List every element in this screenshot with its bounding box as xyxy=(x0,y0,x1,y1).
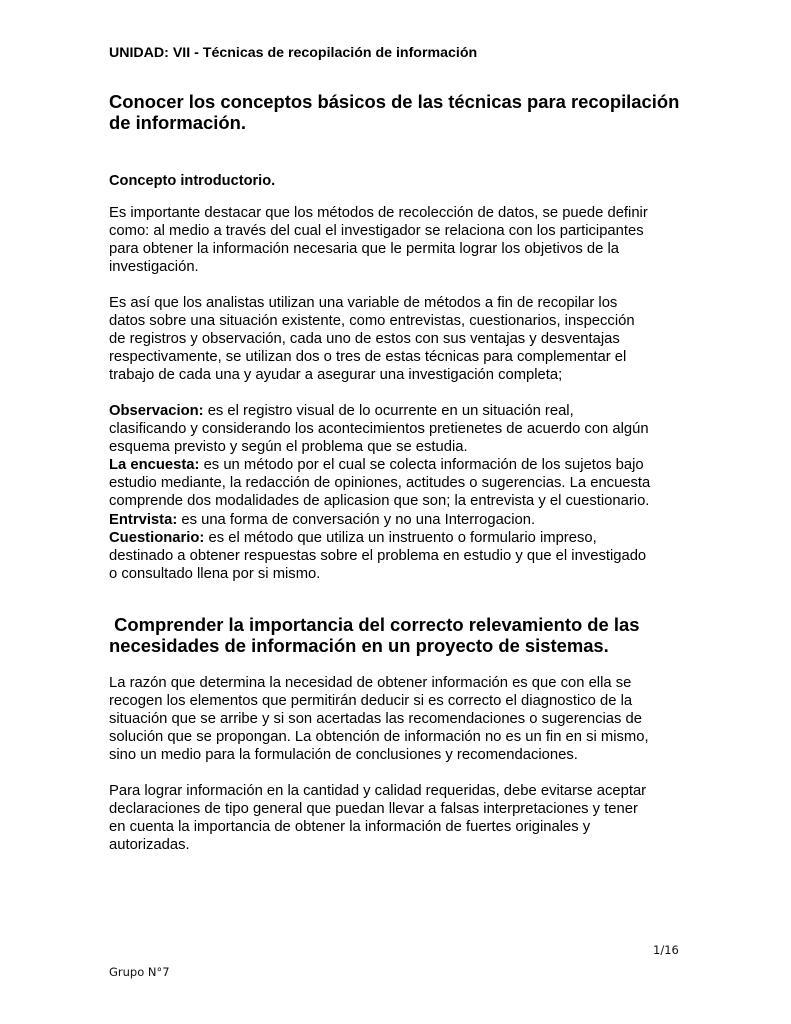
text-line: en cuenta la importancia de obtener la información de fuertes originales y xyxy=(109,819,591,836)
text-line: destinado a obtener respuestas sobre el problema en estudio y que el investigado xyxy=(109,547,647,564)
footer-group-label: Grupo N°7 xyxy=(109,965,170,979)
text-line: autorizadas. xyxy=(109,837,190,854)
text-line: para obtener la información necesaria que le permita lograr los objetivos de la xyxy=(109,241,619,258)
text-line: respectivamente, se utilizan dos o tres de estas técnicas para complementar el xyxy=(109,349,627,366)
text-line: investigación. xyxy=(109,259,199,276)
text-line: solución que se propongan. La obtención de información no es un fin en si mismo, xyxy=(109,729,649,746)
definition-term: Cuestionario: xyxy=(109,529,205,546)
section2-title xyxy=(109,614,639,656)
section1-paragraph-2 xyxy=(109,294,635,384)
section2-title-line: Comprender la importancia del correcto relevamiento de las xyxy=(109,614,640,635)
section1-title-line: de información. xyxy=(109,112,246,133)
definition-encuesta xyxy=(109,456,650,474)
text-line: sino un medio para la formulación de conclusiones y recomendaciones. xyxy=(109,747,578,764)
definition-cuestionario xyxy=(109,529,650,547)
text-line: declaraciones de tipo general que puedan llevar a falsas interpretaciones y tener xyxy=(109,801,638,818)
section2-paragraph-1 xyxy=(109,674,649,764)
text-line: estudio mediante, la redacción de opiniones, actitudes o sugerencias. La encuesta xyxy=(109,475,651,492)
section2-paragraph-2 xyxy=(109,782,646,854)
definition-term: Entrvista: xyxy=(109,511,178,528)
unit-header: UNIDAD: VII - Técnicas de recopilación de información xyxy=(109,45,478,61)
section1-title-line: Conocer los conceptos básicos de las técnicas para recopilación xyxy=(109,91,680,112)
text-line: datos sobre una situación existente, como entrevistas, cuestionarios, inspección xyxy=(109,313,635,330)
definition-text: es el método que utiliza un instruento o formulario impreso, xyxy=(204,529,597,546)
definition-term: La encuesta: xyxy=(109,457,200,474)
definition-observacion xyxy=(109,402,650,420)
definitions-list xyxy=(109,402,650,583)
text-line: Para lograr información en la cantidad y calidad requeridas, debe evitarse aceptar xyxy=(109,783,647,799)
section1-title xyxy=(109,91,679,133)
text-line: o consultado llena por si mismo. xyxy=(109,565,321,582)
section1-subtitle: Concepto introductorio. xyxy=(109,173,276,189)
text-line: Es importante destacar que los métodos de recolección de datos, se puede definir xyxy=(109,205,648,221)
text-line: esquema previsto y según el problema que se estudia. xyxy=(109,439,468,456)
definition-text: es una forma de conversación y no una Interrogacion. xyxy=(177,511,536,528)
text-line: La razón que determina la necesidad de obtener información es que con ella se xyxy=(109,675,632,691)
text-line: clasificando y considerando los acontecimientos pretienetes de acuerdo con algún xyxy=(109,421,649,438)
definition-term: Observacion: xyxy=(109,403,204,419)
text-line: recogen los elementos que permitirán deducir si es correcto el diagnostico de la xyxy=(109,693,633,710)
definition-entrevista xyxy=(109,511,650,529)
definition-text: es el registro visual de lo ocurrente en un situación real, xyxy=(203,403,574,419)
page-number: 1/16 xyxy=(653,943,679,957)
text-line: comprende dos modalidades de aplicasion que son; la entrevista y el cuestionario. xyxy=(109,493,650,510)
text-line: de registros y observación, cada uno de estos con sus ventajas y desventajas xyxy=(109,331,620,348)
text-line: situación que se arribe y si son acertadas las recomendaciones o sugerencias de xyxy=(109,711,642,728)
text-line: trabajo de cada una y ayudar a asegurar una investigación completa; xyxy=(109,367,563,384)
definition-text: es un método por el cual se colecta información de los sujetos bajo xyxy=(199,457,644,474)
text-line: Es así que los analistas utilizan una variable de métodos a fin de recopilar los xyxy=(109,295,618,311)
text-line: como: al medio a través del cual el investigador se relaciona con los participantes xyxy=(109,223,644,240)
section2-title-line: necesidades de información en un proyecto de sistemas. xyxy=(109,635,609,656)
section1-paragraph-1 xyxy=(109,204,648,276)
